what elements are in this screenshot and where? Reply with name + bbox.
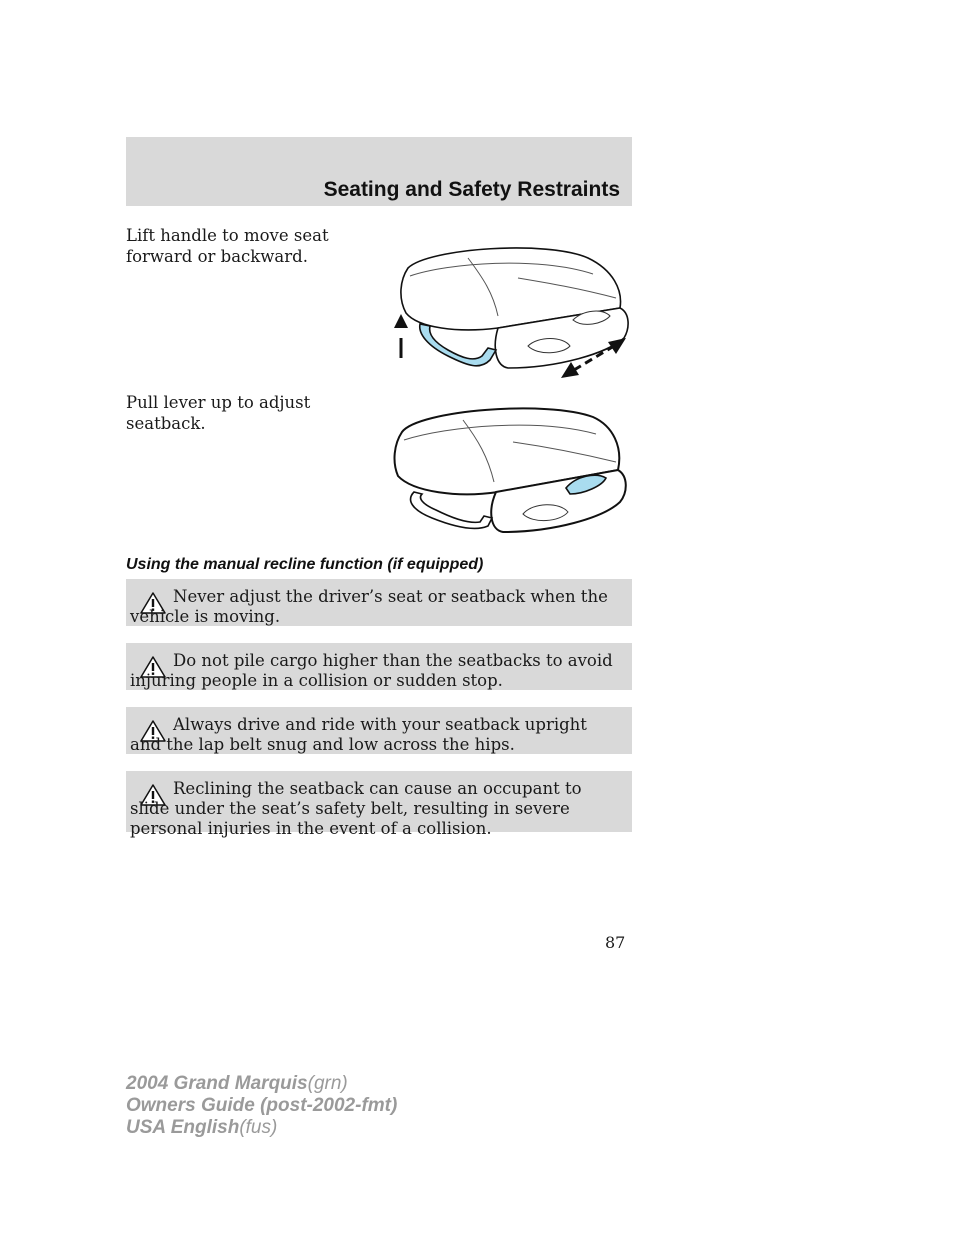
lift-handle-instruction: Lift handle to move seat forward or backward.: [126, 226, 329, 266]
footer-line-3: [126, 1117, 397, 1139]
document-footer: [126, 1073, 397, 1139]
warning-text: Never adjust the driver’s seat or seatback when the vehicle is moving.: [130, 587, 608, 626]
warning-text: Always drive and ride with your seatback upright and the lap belt snug and low across the hips.: [130, 715, 587, 754]
seatback-lever-figure: [388, 392, 633, 542]
warning-box-2: [126, 643, 632, 690]
footer-model: 2004 Grand Marquis: [126, 1073, 308, 1094]
warning-box-1: [126, 579, 632, 626]
warning-text: Do not pile cargo higher than the seatbacks to avoid injuring people in a collision or sudden stop.: [130, 651, 613, 690]
footer-line-1: [126, 1073, 397, 1095]
warning-text: Reclining the seatback can cause an occupant to slide under the seat’s safety belt, resulting in severe personal injuries in the event of a collision.: [130, 779, 582, 838]
footer-line-2: Owners Guide (post-2002-fmt): [126, 1095, 398, 1116]
seat-track-handle-figure: [388, 228, 633, 383]
footer-language-code: (fus): [239, 1117, 278, 1138]
recline-function-subhead: Using the manual recline function (if equipped): [126, 556, 484, 573]
page-number: 87: [605, 933, 626, 952]
pull-lever-instruction: Pull lever up to adjust seatback.: [126, 393, 311, 433]
warning-box-3: [126, 707, 632, 754]
warning-box-4: [126, 771, 632, 838]
section-title: Seating and Safety Restraints: [323, 178, 620, 201]
section-header-band: [126, 137, 632, 206]
footer-language: USA English: [126, 1117, 240, 1138]
footer-model-code: (grn): [307, 1073, 348, 1094]
